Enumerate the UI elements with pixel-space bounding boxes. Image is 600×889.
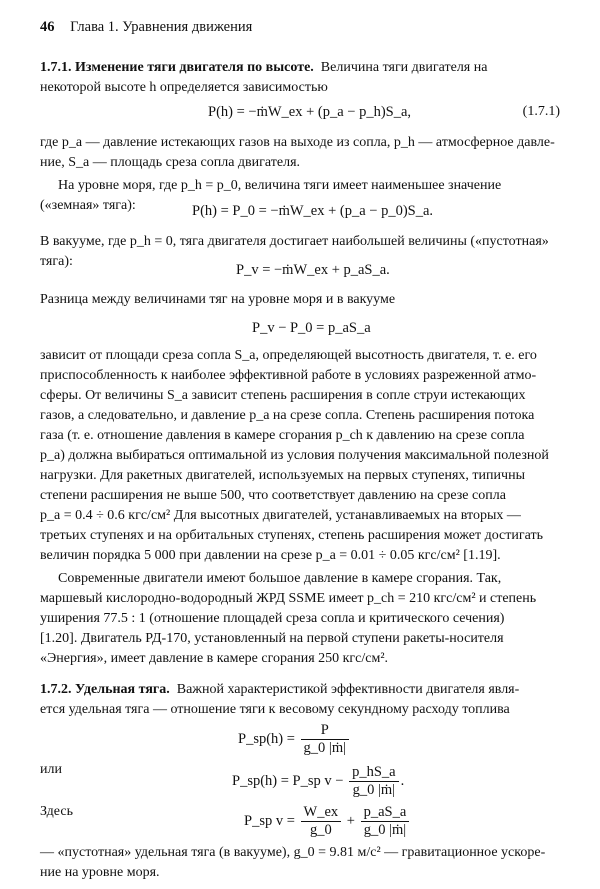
- eq7-fraction-2: [361, 804, 410, 839]
- p1-line2: некоторой высоте h определяется зависимостью: [40, 80, 328, 95]
- p2-line2: ние, S_a — площадь среза сопла двигателя.: [40, 155, 301, 170]
- eq6-denominator: g_0 |ṁ|: [352, 782, 396, 798]
- p7-line-3: [1.20]. Двигатель РД-170, установленный на первой ступени ракеты-носителя: [40, 631, 504, 646]
- p6-line-9: третьих ступенях и на орбитальных ступенях, степень расширения может достигать: [40, 528, 543, 543]
- word-or: или: [40, 762, 62, 777]
- p6-line-6: нагрузки. Для ракетных двигателей, используемых на первых ступенях, типичны: [40, 468, 525, 483]
- eq7-plus: +: [346, 812, 355, 829]
- p6-line-7: степени расширения не выше 500, что соответствует давлению на срезе сопла: [40, 488, 506, 503]
- equation-number-1-7-1: (1.7.1): [522, 104, 560, 119]
- eq7-denominator-2: g_0 |ṁ|: [363, 822, 407, 838]
- equation-specific-impulse-alt: [232, 764, 404, 799]
- p6-line-2: сферы. От величины S_a зависит степень расширения в сопле струи истекающих: [40, 388, 526, 403]
- p6-line-4: газа (т. е. отношение давления в камере сгорания p_ch к давлению на срезе сопла: [40, 428, 525, 443]
- eq6-fraction: [349, 764, 399, 799]
- section-1-7-2-title: 1.7.2. Удельная тяга.: [40, 682, 170, 697]
- p6-line-8: p_a = 0.4 ÷ 0.6 кгс/см² Для высотных двигателей, устанавливаемых на вторых —: [40, 508, 521, 523]
- eq7-fraction-1: [301, 804, 342, 839]
- section-1-7-1-heading-line: [40, 58, 487, 78]
- p3-line2: («земная» тяга):: [40, 198, 136, 213]
- last-line-2: ние на уровне моря.: [40, 865, 160, 880]
- eq7-lhs: P_sp v =: [244, 812, 295, 829]
- p7-line-0: Современные двигатели имеют большое давление в камере сгорания. Так,: [58, 571, 502, 586]
- eq5-lhs: P_sp(h) =: [238, 730, 295, 747]
- equation-vacuum-specific-impulse: [244, 804, 411, 839]
- eq6-numerator: p_hS_a: [349, 764, 399, 782]
- equation-difference: P_v − P_0 = p_aS_a: [252, 320, 371, 336]
- p3-line1: На уровне моря, где p_h = p_0, величина тяги имеет наименьшее значение: [58, 178, 502, 193]
- p6-line-3: газов, а следовательно, и давление p_a на срезе сопла. Степень расширения потока: [40, 408, 535, 423]
- eq7-numerator-1: W_ex: [301, 804, 342, 822]
- running-header: [40, 19, 252, 36]
- p1-line1: Величина тяги двигателя на: [320, 60, 488, 75]
- eq6-tail: .: [400, 772, 405, 789]
- s172-line2: ется удельная тяга — отношение тяги к весовому секундному расходу топлива: [40, 702, 510, 717]
- equation-vacuum: P_v = −ṁW_ex + p_aS_a.: [236, 262, 390, 278]
- eq5-fraction: [301, 722, 349, 757]
- p4-line2: тяга):: [40, 254, 73, 269]
- eq6-lhs: P_sp(h) = P_sp v −: [232, 772, 344, 789]
- p7-line-2: уширения 77.5 : 1 (отношение площадей среза сопла и критического сечения): [40, 611, 505, 626]
- section-1-7-1-title: 1.7.1. Изменение тяги двигателя по высоте.: [40, 60, 314, 75]
- last-line-1: — «пустотная» удельная тяга (в вакууме), g_0 = 9.81 м/с² — гравитационное ускоре-: [40, 845, 546, 860]
- equation-sea-level: P(h) = P_0 = −ṁW_ex + (p_a − p_0)S_a.: [192, 203, 434, 219]
- eq5-denominator: g_0 |ṁ|: [303, 740, 347, 756]
- section-1-7-2-heading-line: [40, 680, 519, 700]
- p6-line-10: величин порядка 5 000 при давлении на срезе p_a = 0.01 ÷ 0.05 кгс/см² [1.19].: [40, 548, 501, 563]
- eq7-denominator-1: g_0: [309, 822, 332, 838]
- eq5-numerator: P: [301, 722, 349, 740]
- p4-line1: В вакууме, где p_h = 0, тяга двигателя достигает наибольшей величины («пустотная»: [40, 234, 549, 249]
- word-here: Здесь: [40, 804, 73, 819]
- equation-specific-impulse: [238, 722, 351, 757]
- s172-line1: Важной характеристикой эффективности двигателя явля-: [176, 682, 520, 697]
- p6-line-5: p_a) должна выбираться оптимальной из условия получения максимальной полезной: [40, 448, 549, 463]
- p7-line-4: «Энергия», имеет давление в камере сгорания 250 кгс/см².: [40, 651, 389, 666]
- chapter-title: Глава 1. Уравнения движения: [70, 19, 253, 35]
- p7-line-1: маршевый кислородно-водородный ЖРД SSME имеет p_ch = 210 кгс/см² и степень: [40, 591, 537, 606]
- page-number: 46: [40, 19, 55, 35]
- p2-line1: где p_a — давление истекающих газов на выходе из сопла, p_h — атмосферное давле-: [40, 135, 555, 150]
- p5-line1: Разница между величинами тяг на уровне моря и в вакууме: [40, 292, 396, 307]
- equation-1-7-1: P(h) = −ṁW_ex + (p_a − p_h)S_a,: [208, 104, 412, 120]
- p6-line-0: зависит от площади среза сопла S_a, определяющей высотность двигателя, т. е. его: [40, 348, 537, 363]
- eq7-numerator-2: p_aS_a: [361, 804, 410, 822]
- p6-line-1: приспособленность к наиболее эффективной работе в условиях разреженной атмо-: [40, 368, 537, 383]
